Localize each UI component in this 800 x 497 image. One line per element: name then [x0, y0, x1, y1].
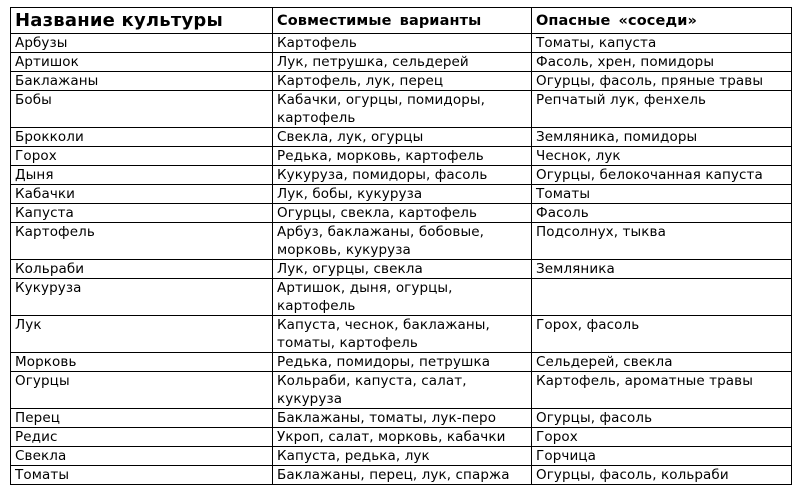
- dangerous-cell: Сельдерей, свекла: [532, 353, 792, 372]
- compatible-cell: Картофель: [273, 34, 532, 53]
- crop-cell: Брокколи: [11, 128, 273, 147]
- dangerous-cell: Горох: [532, 428, 792, 447]
- crop-cell: Кольраби: [11, 260, 273, 279]
- compatible-cell: Кольраби, капуста, салат, кукуруза: [273, 372, 532, 409]
- compatible-cell: Кукуруза, помидоры, фасоль: [273, 166, 532, 185]
- dangerous-cell: Томаты, капуста: [532, 34, 792, 53]
- table-row: [11, 447, 792, 466]
- compatible-cell: Капуста, чеснок, баклажаны, томаты, картофель: [273, 316, 532, 353]
- compatible-cell: Баклажаны, томаты, лук-перо: [273, 409, 532, 428]
- table-row: [11, 166, 792, 185]
- header-crop-name: Название культуры: [11, 8, 273, 34]
- dangerous-cell: Огурцы, белокочанная капуста: [532, 166, 792, 185]
- dangerous-cell: Фасоль: [532, 204, 792, 223]
- compatible-cell: Огурцы, свекла, картофель: [273, 204, 532, 223]
- table-row: [11, 53, 792, 72]
- crop-cell: Свекла: [11, 447, 273, 466]
- companion-planting-table: [10, 7, 792, 485]
- dangerous-cell: Картофель, ароматные травы: [532, 372, 792, 409]
- table-row: [11, 223, 792, 260]
- crop-cell: Перец: [11, 409, 273, 428]
- table-row: [11, 353, 792, 372]
- header-compatible: Совместимые варианты: [273, 8, 532, 34]
- compatible-cell: Лук, бобы, кукуруза: [273, 185, 532, 204]
- compatible-cell: Лук, огурцы, свекла: [273, 260, 532, 279]
- crop-cell: Бобы: [11, 91, 273, 128]
- table-row: [11, 316, 792, 353]
- compatible-cell: Укроп, салат, морковь, кабачки: [273, 428, 532, 447]
- compatible-cell: Свекла, лук, огурцы: [273, 128, 532, 147]
- compatible-cell: Капуста, редька, лук: [273, 447, 532, 466]
- compatible-cell: Картофель, лук, перец: [273, 72, 532, 91]
- compatible-cell: Кабачки, огурцы, помидоры, картофель: [273, 91, 532, 128]
- crop-cell: Артишок: [11, 53, 273, 72]
- compatible-cell: Лук, петрушка, сельдерей: [273, 53, 532, 72]
- crop-cell: Дыня: [11, 166, 273, 185]
- compatible-cell: Редька, помидоры, петрушка: [273, 353, 532, 372]
- dangerous-cell: Репчатый лук, фенхель: [532, 91, 792, 128]
- crop-cell: Баклажаны: [11, 72, 273, 91]
- header-row: [11, 8, 792, 34]
- table-row: [11, 466, 792, 485]
- compatible-cell: Баклажаны, перец, лук, спаржа: [273, 466, 532, 485]
- dangerous-cell: Огурцы, фасоль: [532, 409, 792, 428]
- compatible-cell: Редька, морковь, картофель: [273, 147, 532, 166]
- dangerous-cell: Томаты: [532, 185, 792, 204]
- crop-cell: Картофель: [11, 223, 273, 260]
- crop-cell: Капуста: [11, 204, 273, 223]
- table-row: [11, 204, 792, 223]
- dangerous-cell: Подсолнух, тыква: [532, 223, 792, 260]
- table-row: [11, 260, 792, 279]
- compatible-cell: Арбуз, баклажаны, бобовые, морковь, кукуруза: [273, 223, 532, 260]
- table-row: [11, 91, 792, 128]
- dangerous-cell: Земляника, помидоры: [532, 128, 792, 147]
- crop-cell: Огурцы: [11, 372, 273, 409]
- dangerous-cell: Огурцы, фасоль, кольраби: [532, 466, 792, 485]
- dangerous-cell: Горох, фасоль: [532, 316, 792, 353]
- dangerous-cell: Огурцы, фасоль, пряные травы: [532, 72, 792, 91]
- table-row: [11, 72, 792, 91]
- table-row: [11, 372, 792, 409]
- table-row: [11, 185, 792, 204]
- dangerous-cell: [532, 279, 792, 316]
- crop-cell: Лук: [11, 316, 273, 353]
- dangerous-cell: Земляника: [532, 260, 792, 279]
- crop-cell: Арбузы: [11, 34, 273, 53]
- table-row: [11, 128, 792, 147]
- table-row: [11, 34, 792, 53]
- table-row: [11, 409, 792, 428]
- dangerous-cell: Горчица: [532, 447, 792, 466]
- crop-cell: Горох: [11, 147, 273, 166]
- crop-cell: Томаты: [11, 466, 273, 485]
- dangerous-cell: Фасоль, хрен, помидоры: [532, 53, 792, 72]
- table-row: [11, 428, 792, 447]
- crop-cell: Кукуруза: [11, 279, 273, 316]
- crop-cell: Кабачки: [11, 185, 273, 204]
- crop-cell: Морковь: [11, 353, 273, 372]
- crop-cell: Редис: [11, 428, 273, 447]
- table-row: [11, 279, 792, 316]
- table-row: [11, 147, 792, 166]
- dangerous-cell: Чеснок, лук: [532, 147, 792, 166]
- compatible-cell: Артишок, дыня, огурцы, картофель: [273, 279, 532, 316]
- header-dangerous: Опасные «соседи»: [532, 8, 792, 34]
